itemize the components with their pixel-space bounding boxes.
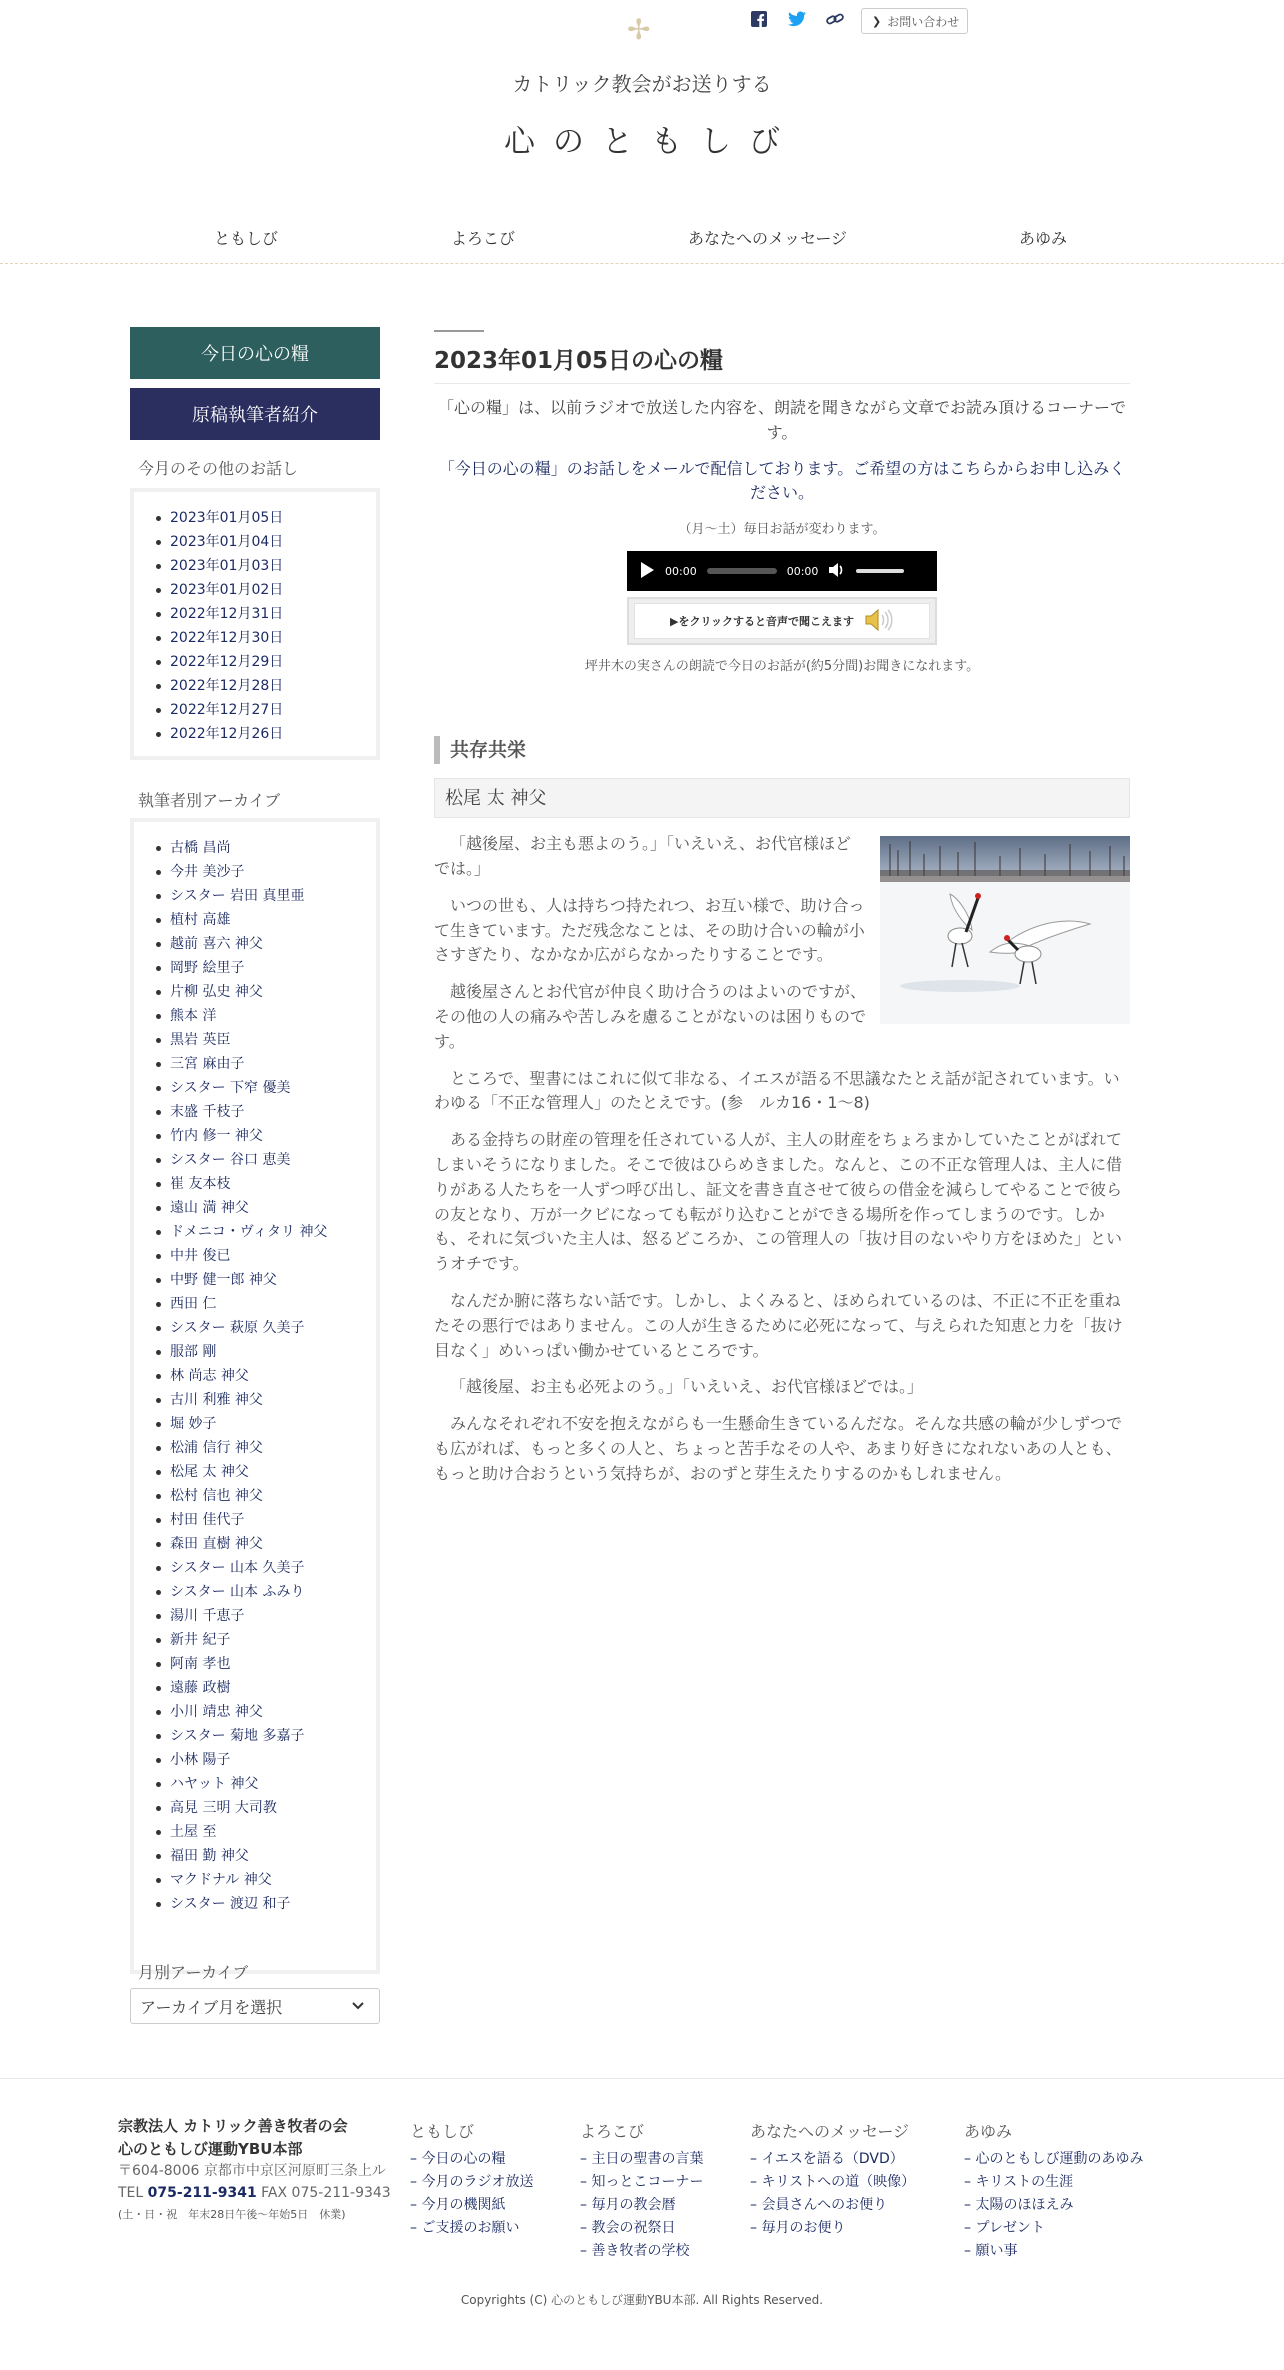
author-link[interactable]: 松尾 太 神父 <box>170 1460 376 1484</box>
author-link[interactable]: 森田 直樹 神父 <box>170 1532 376 1556</box>
author-link[interactable]: 遠藤 政樹 <box>170 1676 376 1700</box>
author-link[interactable]: 土屋 至 <box>170 1820 376 1844</box>
author-link[interactable]: 岡野 絵里子 <box>170 956 376 980</box>
article-paragraph: 「越後屋、お主も悪よのう。」「いえいえ、お代官様ほどでは。」 <box>434 834 851 878</box>
footer-link[interactable]: – 善き牧者の学校 <box>580 2243 690 2259</box>
twitter-icon[interactable] <box>788 10 806 28</box>
org-address: 〒604-8006 京都市中京区河原町三条上ル <box>118 2163 386 2179</box>
office-hours: (土・日・祝 年末28日午後〜年始5日 休業) <box>118 2207 346 2221</box>
cranes-photo <box>880 836 1130 1024</box>
site-tagline: カトリック教会がお送りする <box>512 72 772 96</box>
footer-column-heading[interactable]: ともしび <box>410 2122 475 2141</box>
title-rule <box>434 330 484 332</box>
audio-instruction-inner <box>634 603 930 639</box>
footer-organization <box>118 2115 391 2225</box>
author-link[interactable]: 湯川 千恵子 <box>170 1604 376 1628</box>
date-link[interactable]: 2022年12月30日 <box>170 626 376 650</box>
author-link[interactable]: シスター 山本 ふみり <box>170 1580 376 1604</box>
footer-link[interactable]: – プレゼント <box>964 2220 1045 2236</box>
footer-link[interactable]: – 心のともしび運動のあゆみ <box>964 2151 1144 2167</box>
author-link[interactable]: 末盛 千枝子 <box>170 1100 376 1124</box>
play-icon[interactable] <box>639 561 655 582</box>
contact-label: お問い合わせ <box>887 14 960 29</box>
narration-note: 坪井木の実さんの朗読で今日のお話が(約5分間)お聞きになれます。 <box>584 659 980 675</box>
article-paragraph: 越後屋さんとお代官が仲良く助け合うのはよいのですが、その他の人の痛みや苦しみを慮ることがないのは困りものです。 <box>434 982 867 1051</box>
author-link[interactable]: 福田 勤 神父 <box>170 1844 376 1868</box>
contact-button[interactable] <box>861 8 968 34</box>
month-archive-heading: 月別アーカイブ <box>138 1963 249 1982</box>
footer-link[interactable]: – 知っとこコーナー <box>580 2174 704 2190</box>
author-link[interactable]: 黒岩 英臣 <box>170 1028 376 1052</box>
chevron-down-icon <box>351 1997 365 2019</box>
author-link[interactable]: 西田 仁 <box>170 1292 376 1316</box>
author-list <box>134 822 376 1924</box>
audio-instruction-button[interactable] <box>627 597 937 645</box>
volume-slider[interactable] <box>856 569 904 573</box>
tel-label: TEL <box>118 2185 144 2202</box>
nav-item-ayumi[interactable]: あゆみ <box>1019 229 1068 248</box>
author-link[interactable]: 古川 利雅 神父 <box>170 1388 376 1412</box>
cross-icon: ✢ <box>627 13 651 46</box>
article-paragraph: いつの世も、人は持ちつ持たれつ、お互い様で、助け合って生きています。ただ残念なことは、その助け合いの輪が小さすぎたり、なかなか広がらなかったりすることです。 <box>434 895 865 965</box>
footer-link[interactable]: – 願い事 <box>964 2243 1018 2259</box>
mail-subscribe-link[interactable]: 「今日の心の糧」のお話しをメールで配信しております。ご希望の方はこちらからお申し込みください。 <box>438 458 1126 503</box>
author-link[interactable]: 中井 俊已 <box>170 1244 376 1268</box>
audio-instruction-label: ▶をクリックすると音声で聞こえます <box>669 615 855 629</box>
author-link[interactable]: 小川 靖忠 神父 <box>170 1700 376 1724</box>
author-link[interactable]: 村田 佳代子 <box>170 1508 376 1532</box>
org-name: 宗教法人 カトリック善き牧者の会 <box>118 2117 348 2135</box>
author-link[interactable]: 片柳 弘史 神父 <box>170 980 376 1004</box>
speaker-icon <box>864 608 894 635</box>
author-link[interactable]: 中野 健一郎 神父 <box>170 1268 376 1292</box>
tel-number[interactable]: 075-211-9341 <box>147 2185 257 2202</box>
schedule-text: （月～土）毎日お話が変わります。 <box>678 522 886 538</box>
today-button[interactable]: 今日の心の糧 <box>130 327 380 379</box>
fax-number: FAX 075-211-9343 <box>261 2185 391 2202</box>
date-link[interactable]: 2022年12月29日 <box>170 650 376 674</box>
global-nav <box>0 226 1284 250</box>
duration-time: 00:00 <box>786 564 819 578</box>
nav-item-message[interactable]: あなたへのメッセージ <box>688 229 848 248</box>
author-link[interactable]: 熊本 洋 <box>170 1004 376 1028</box>
date-link[interactable]: 2022年12月26日 <box>170 722 376 746</box>
footer-link[interactable]: – 会員さんへのお便り <box>750 2197 888 2213</box>
date-link[interactable]: 2022年12月31日 <box>170 602 376 626</box>
author-name: 松尾 太 神父 <box>434 778 1130 818</box>
author-link[interactable]: マクドナル 神父 <box>170 1868 376 1892</box>
author-archive-box <box>130 818 380 1974</box>
footer-link[interactable]: – 今日の心の糧 <box>410 2151 506 2167</box>
main-content <box>434 330 1130 1499</box>
author-link[interactable]: 松浦 信行 神父 <box>170 1436 376 1460</box>
footer-link[interactable]: – キリストの生涯 <box>964 2174 1074 2190</box>
footer-column-ayumi <box>964 2119 1143 2263</box>
footer-column-tomoshibi <box>410 2119 533 2240</box>
date-link[interactable]: 2022年12月28日 <box>170 674 376 698</box>
author-link[interactable]: 小林 陽子 <box>170 1748 376 1772</box>
author-link[interactable]: 林 尚志 神父 <box>170 1364 376 1388</box>
footer-link[interactable]: – 太陽のほほえみ <box>964 2197 1074 2213</box>
footer-link[interactable]: – ご支援のお願い <box>410 2220 520 2236</box>
footer-link[interactable]: – イエスを語る（DVD） <box>750 2151 904 2167</box>
footer-column-heading[interactable]: よろこび <box>580 2122 645 2141</box>
site-footer <box>0 2078 1284 2370</box>
date-list <box>134 492 376 754</box>
org-phone <box>118 2182 391 2204</box>
nav-item-tomoshibi[interactable]: ともしび <box>214 229 279 248</box>
nav-item-yorokobi[interactable]: よろこび <box>451 229 516 248</box>
article-paragraph: ある金持ちの財産の管理を任されている人が、主人の財産をちょろまかしていたことがばれてしまいそうになりました。そこで彼はひらめきました。なんと、この不正な管理人は、主人に借りがある人たちを一人ずつ呼び出し、証文を書き直させて彼らの借金を減らしてやることで彼らの友となり、万が一クビになっても転がり込むことができる場所を作ってしまうのです。しかも、それに気づいた主人は、怒るどころか、この管理人の「抜け目のないやり方をほめた」というオチです。 <box>434 1130 1123 1274</box>
month-select-value: アーカイブ月を選択 <box>140 1997 283 2017</box>
other-stories-box <box>130 488 380 760</box>
footer-link[interactable]: – 毎月の教会暦 <box>580 2197 676 2213</box>
author-link[interactable]: 高見 三明 大司教 <box>170 1796 376 1820</box>
footer-column-message <box>750 2119 915 2240</box>
author-link[interactable]: 崔 友本枝 <box>170 1172 376 1196</box>
author-link[interactable]: 三宮 麻由子 <box>170 1052 376 1076</box>
article-paragraph: 「越後屋、お主も必死よのう。」「いえいえ、お代官様ほどでは。」 <box>450 1377 923 1397</box>
author-link[interactable]: ハヤット 神父 <box>170 1772 376 1796</box>
social-links <box>750 10 844 28</box>
footer-link[interactable]: – 今月の機関紙 <box>410 2197 506 2213</box>
author-link[interactable]: 堀 妙子 <box>170 1412 376 1436</box>
author-link[interactable]: シスター 萩原 久美子 <box>170 1316 376 1340</box>
author-archive-heading: 執筆者別アーカイブ <box>138 791 281 810</box>
date-link[interactable]: 2023年01月05日 <box>170 506 376 530</box>
other-stories-heading: 今月のその他のお話し <box>138 459 299 478</box>
author-link[interactable]: シスター 菊地 多嘉子 <box>170 1724 376 1748</box>
month-archive-select[interactable] <box>130 1988 380 2024</box>
facebook-icon[interactable] <box>750 10 768 28</box>
date-link[interactable]: 2023年01月04日 <box>170 530 376 554</box>
site-header <box>0 0 1284 264</box>
article-paragraph: なんだか腑に落ちない話です。しかし、よくみると、ほめられているのは、不正に不正を重ねたその悪行ではありません。この人が生きるために必死になって、与えられた知恵と力を「抜け目なく」めいっぱい働かせているところです。 <box>434 1290 1123 1360</box>
article-body <box>434 832 1130 1486</box>
audio-player <box>627 551 937 591</box>
author-link[interactable]: 松村 信也 神父 <box>170 1484 376 1508</box>
author-link[interactable]: シスター 山本 久美子 <box>170 1556 376 1580</box>
author-link[interactable]: ドメニコ・ヴィタリ 神父 <box>170 1220 376 1244</box>
link-icon[interactable] <box>826 10 844 28</box>
date-link[interactable]: 2022年12月27日 <box>170 698 376 722</box>
author-link[interactable]: 遠山 満 神父 <box>170 1196 376 1220</box>
intro-text: 「心の糧」は、以前ラジオで放送した内容を、朗読を聞きながら文章でお読み頂けるコーナーです。 <box>437 398 1126 442</box>
current-time: 00:00 <box>665 564 697 578</box>
author-link[interactable]: 阿南 孝也 <box>170 1652 376 1676</box>
footer-column-heading[interactable]: あなたへのメッセージ <box>750 2122 910 2141</box>
authors-button[interactable]: 原稿執筆者紹介 <box>130 388 380 440</box>
footer-link[interactable]: – 主日の聖書の言葉 <box>580 2151 704 2167</box>
footer-column-heading[interactable]: あゆみ <box>964 2122 1013 2141</box>
page-title: 2023年01月05日の心の糧 <box>434 342 1130 384</box>
author-link[interactable]: 新井 紀子 <box>170 1628 376 1652</box>
org-subname: 心のともしび運動YBU本部 <box>118 2139 303 2158</box>
progress-bar[interactable] <box>707 568 777 574</box>
footer-link[interactable]: – 毎月のお便り <box>750 2220 846 2236</box>
author-link[interactable]: シスター 渡辺 和子 <box>170 1892 376 1916</box>
author-link[interactable]: シスター 下窄 優美 <box>170 1076 376 1100</box>
section-title: 共存共栄 <box>434 736 1130 764</box>
author-link[interactable]: 服部 剛 <box>170 1340 376 1364</box>
footer-link[interactable]: – 今月のラジオ放送 <box>410 2174 534 2190</box>
author-link[interactable]: 今井 美沙子 <box>170 860 376 884</box>
date-link[interactable]: 2023年01月03日 <box>170 554 376 578</box>
author-link[interactable]: 越前 喜六 神父 <box>170 932 376 956</box>
author-link[interactable]: 植村 高雄 <box>170 908 376 932</box>
date-link[interactable]: 2023年01月02日 <box>170 578 376 602</box>
copyright: Copyrights (C) 心のともしび運動YBU本部. All Rights Reserved. <box>460 2293 824 2307</box>
site-title[interactable]: 心のともしび <box>504 124 798 160</box>
author-link[interactable]: 古橋 昌尚 <box>170 836 376 860</box>
author-link[interactable]: シスター 岩田 真里亜 <box>170 884 376 908</box>
author-link[interactable]: 竹内 修一 神父 <box>170 1124 376 1148</box>
chevron-right-icon: ❯ <box>872 14 882 28</box>
article-paragraph: みんなそれぞれ不安を抱えながらも一生懸命生きているんだな。そんな共感の輪が少しずつでも広がれば、もっと多くの人と、ちょっと苦手なその人や、あまり好きになれないあの人とも、もっと助け合おうという気持ちが、おのずと芽生えたりするのかもしれません。 <box>434 1414 1123 1483</box>
author-link[interactable]: シスター 谷口 恵美 <box>170 1148 376 1172</box>
footer-link[interactable]: – キリストへの道（映像） <box>750 2174 916 2190</box>
footer-column-yorokobi <box>580 2119 703 2263</box>
footer-link[interactable]: – 教会の祝祭日 <box>580 2220 676 2236</box>
article-paragraph: ところで、聖書にはこれに似て非なる、イエスが語る不思議なたとえ話が記されています。いわゆる「不正な管理人」のたとえです。(参 ルカ16・1～8) <box>434 1068 1120 1113</box>
volume-icon[interactable] <box>828 562 846 581</box>
